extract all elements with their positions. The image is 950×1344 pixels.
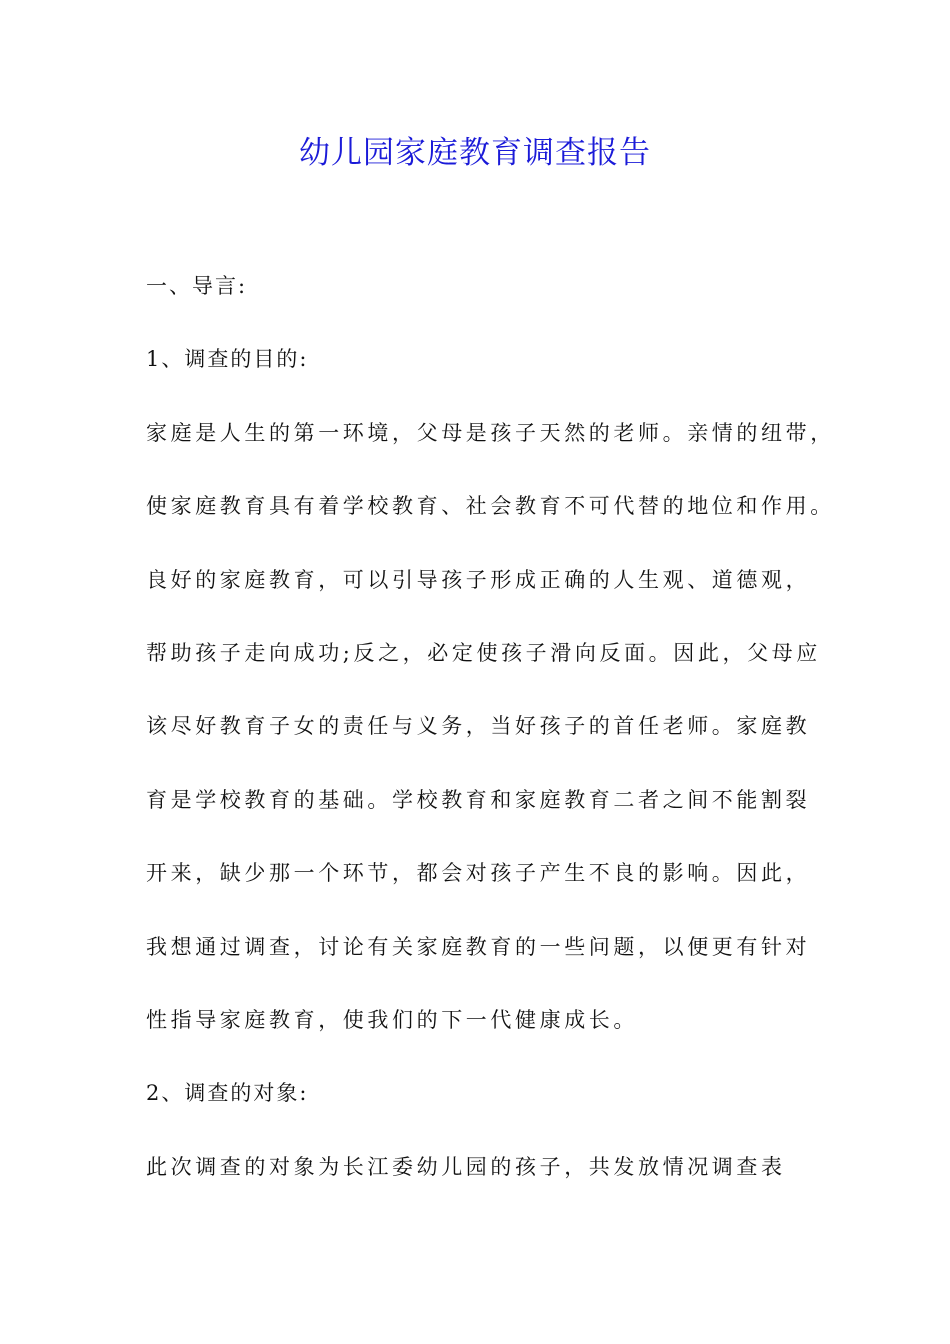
subsection-heading-purpose: 1、调查的目的: — [146, 347, 309, 372]
paragraph-line: 开来，缺少那一个环节，都会对孩子产生不良的影响。因此， — [146, 861, 811, 886]
document-body — [146, 264, 846, 1218]
paragraph-line: 育是学校教育的基础。学校教育和家庭教育二者之间不能割裂 — [146, 787, 811, 812]
paragraph-line: 使家庭教育具有着学校教育、社会教育不可代替的地位和作用。 — [146, 494, 835, 519]
paragraph-line: 帮助孩子走向成功;反之，必定使孩子滑向反面。因此，父母应 — [146, 640, 821, 665]
paragraph-line: 此次调查的对象为长江委幼儿园的孩子，共发放情况调查表 — [146, 1154, 786, 1179]
document-title: 幼儿园家庭教育调查报告 — [299, 135, 651, 171]
paragraph-line: 良好的家庭教育，可以引导孩子形成正确的人生观、道德观， — [146, 567, 811, 592]
section-heading-intro: 一、导言: — [146, 274, 248, 298]
paragraph-line: 我想通过调查，讨论有关家庭教育的一些问题，以便更有针对 — [146, 934, 811, 959]
paragraph-line: 性指导家庭教育，使我们的下一代健康成长。 — [146, 1007, 638, 1032]
paragraph-line: 该尽好教育子女的责任与义务，当好孩子的首任老师。家庭教 — [146, 714, 811, 739]
paragraph-line: 家庭是人生的第一环境，父母是孩子天然的老师。亲情的纽带， — [146, 420, 835, 445]
subsection-heading-subjects: 2、调查的对象: — [146, 1081, 309, 1106]
